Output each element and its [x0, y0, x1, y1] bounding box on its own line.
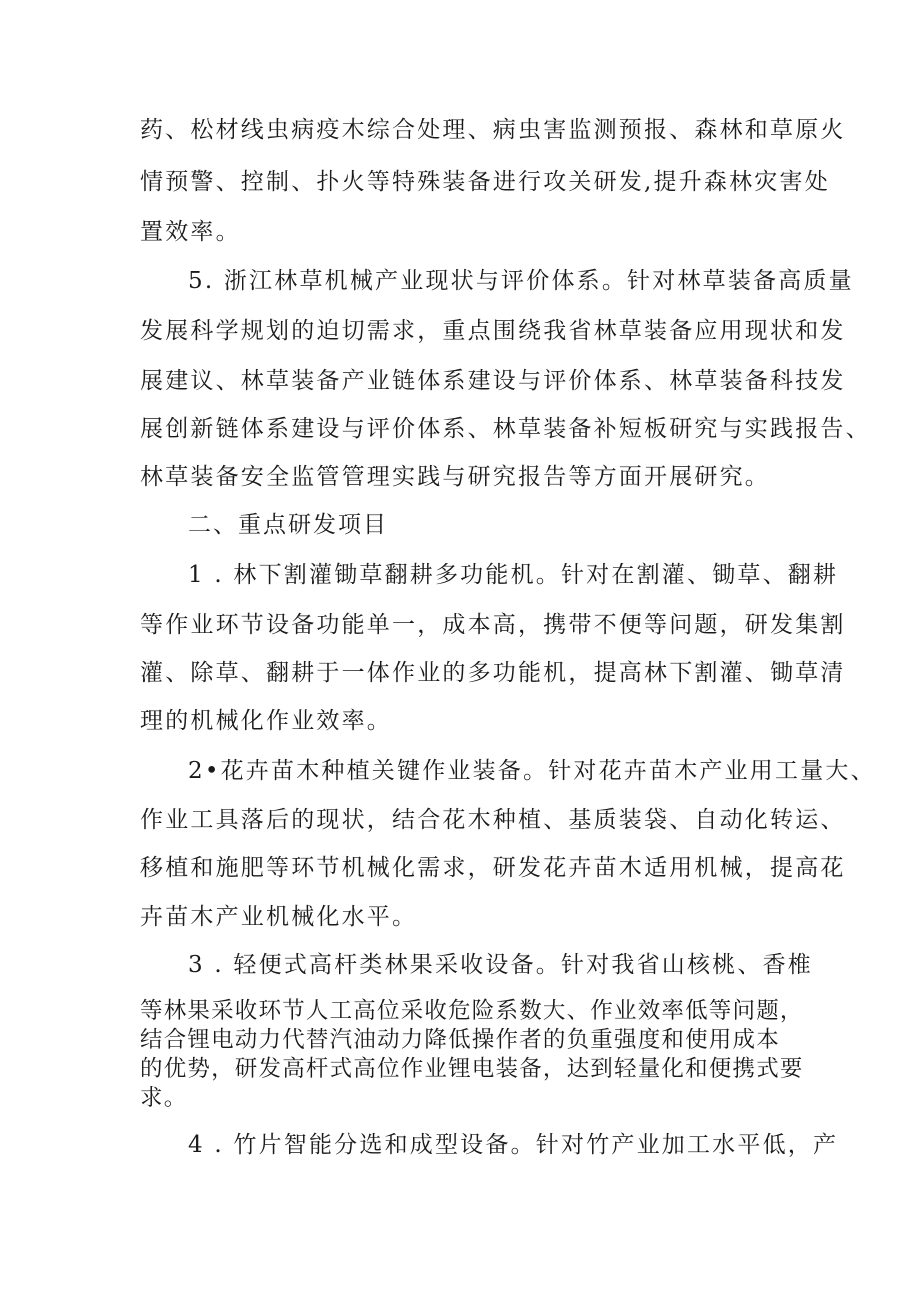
project-2-line: 移植和施肥等环节机械化需求，研发花卉苗木适用机械，提高花	[140, 855, 846, 881]
paragraph-line: 情预警、控制、扑火等特殊装备进行攻关研发,提升森林灾害处	[140, 169, 830, 195]
project-1-line: 1 . 林下割灌锄草翻耕多功能机。针对在割灌、锄草、翻耕	[188, 562, 839, 588]
project-1-line: 灌、除草、翻耕于一体作业的多功能机，提高林下割灌、锄草清	[140, 660, 846, 686]
project-2-line: 2•花卉苗木种植关键作业装备。针对花卉苗木产业用工量大、	[188, 758, 876, 784]
item-5-line: 展建议、林草装备产业链体系建设与评价体系、林草装备科技发	[140, 368, 846, 394]
project-1-line: 等作业环节设备功能单一，成本高，携带不便等问题，研发集割	[140, 612, 846, 638]
project-3-line: 结合锂电动力代替汽油动力降低操作者的负重强度和使用成本	[140, 1027, 780, 1053]
project-3-line: 的优势，研发高杆式高位作业锂电装备，达到轻量化和便携式要	[140, 1056, 804, 1082]
project-3-line: 等林果采收环节人工高位采收危险系数大、作业效率低等问题，	[140, 998, 804, 1024]
item-5-line: 5. 浙江林草机械产业现状与评价体系。针对林草装备高质量	[188, 268, 854, 294]
paragraph-line: 置效率。	[140, 219, 241, 245]
item-5-line: 展创新链体系建设与评价体系、林草装备补短板研究与实践报告、	[140, 416, 871, 442]
paragraph-line: 药、松材线虫病疫木综合处理、病虫害监测预报、森林和草原火	[140, 117, 846, 143]
item-5-line: 林草装备安全监管管理实践与研究报告等方面开展研究。	[140, 464, 770, 490]
project-3-line: 求。	[140, 1085, 188, 1111]
section-heading: 二、重点研发项目	[188, 512, 388, 538]
item-5-line: 发展科学规划的迫切需求，重点围绕我省林草装备应用现状和发	[140, 318, 846, 344]
project-2-line: 作业工具落后的现状，结合花木种植、基质装袋、自动化转运、	[140, 807, 846, 833]
project-2-line: 卉苗木产业机械化水平。	[140, 904, 418, 930]
project-3-line: 3 . 轻便式高杆类林果采收设备。针对我省山核桃、香椎	[188, 952, 813, 978]
project-4-line: 4 . 竹片智能分选和成型设备。针对竹产业加工水平低，产	[188, 1132, 839, 1158]
project-1-line: 理的机械化作业效率。	[140, 708, 392, 734]
